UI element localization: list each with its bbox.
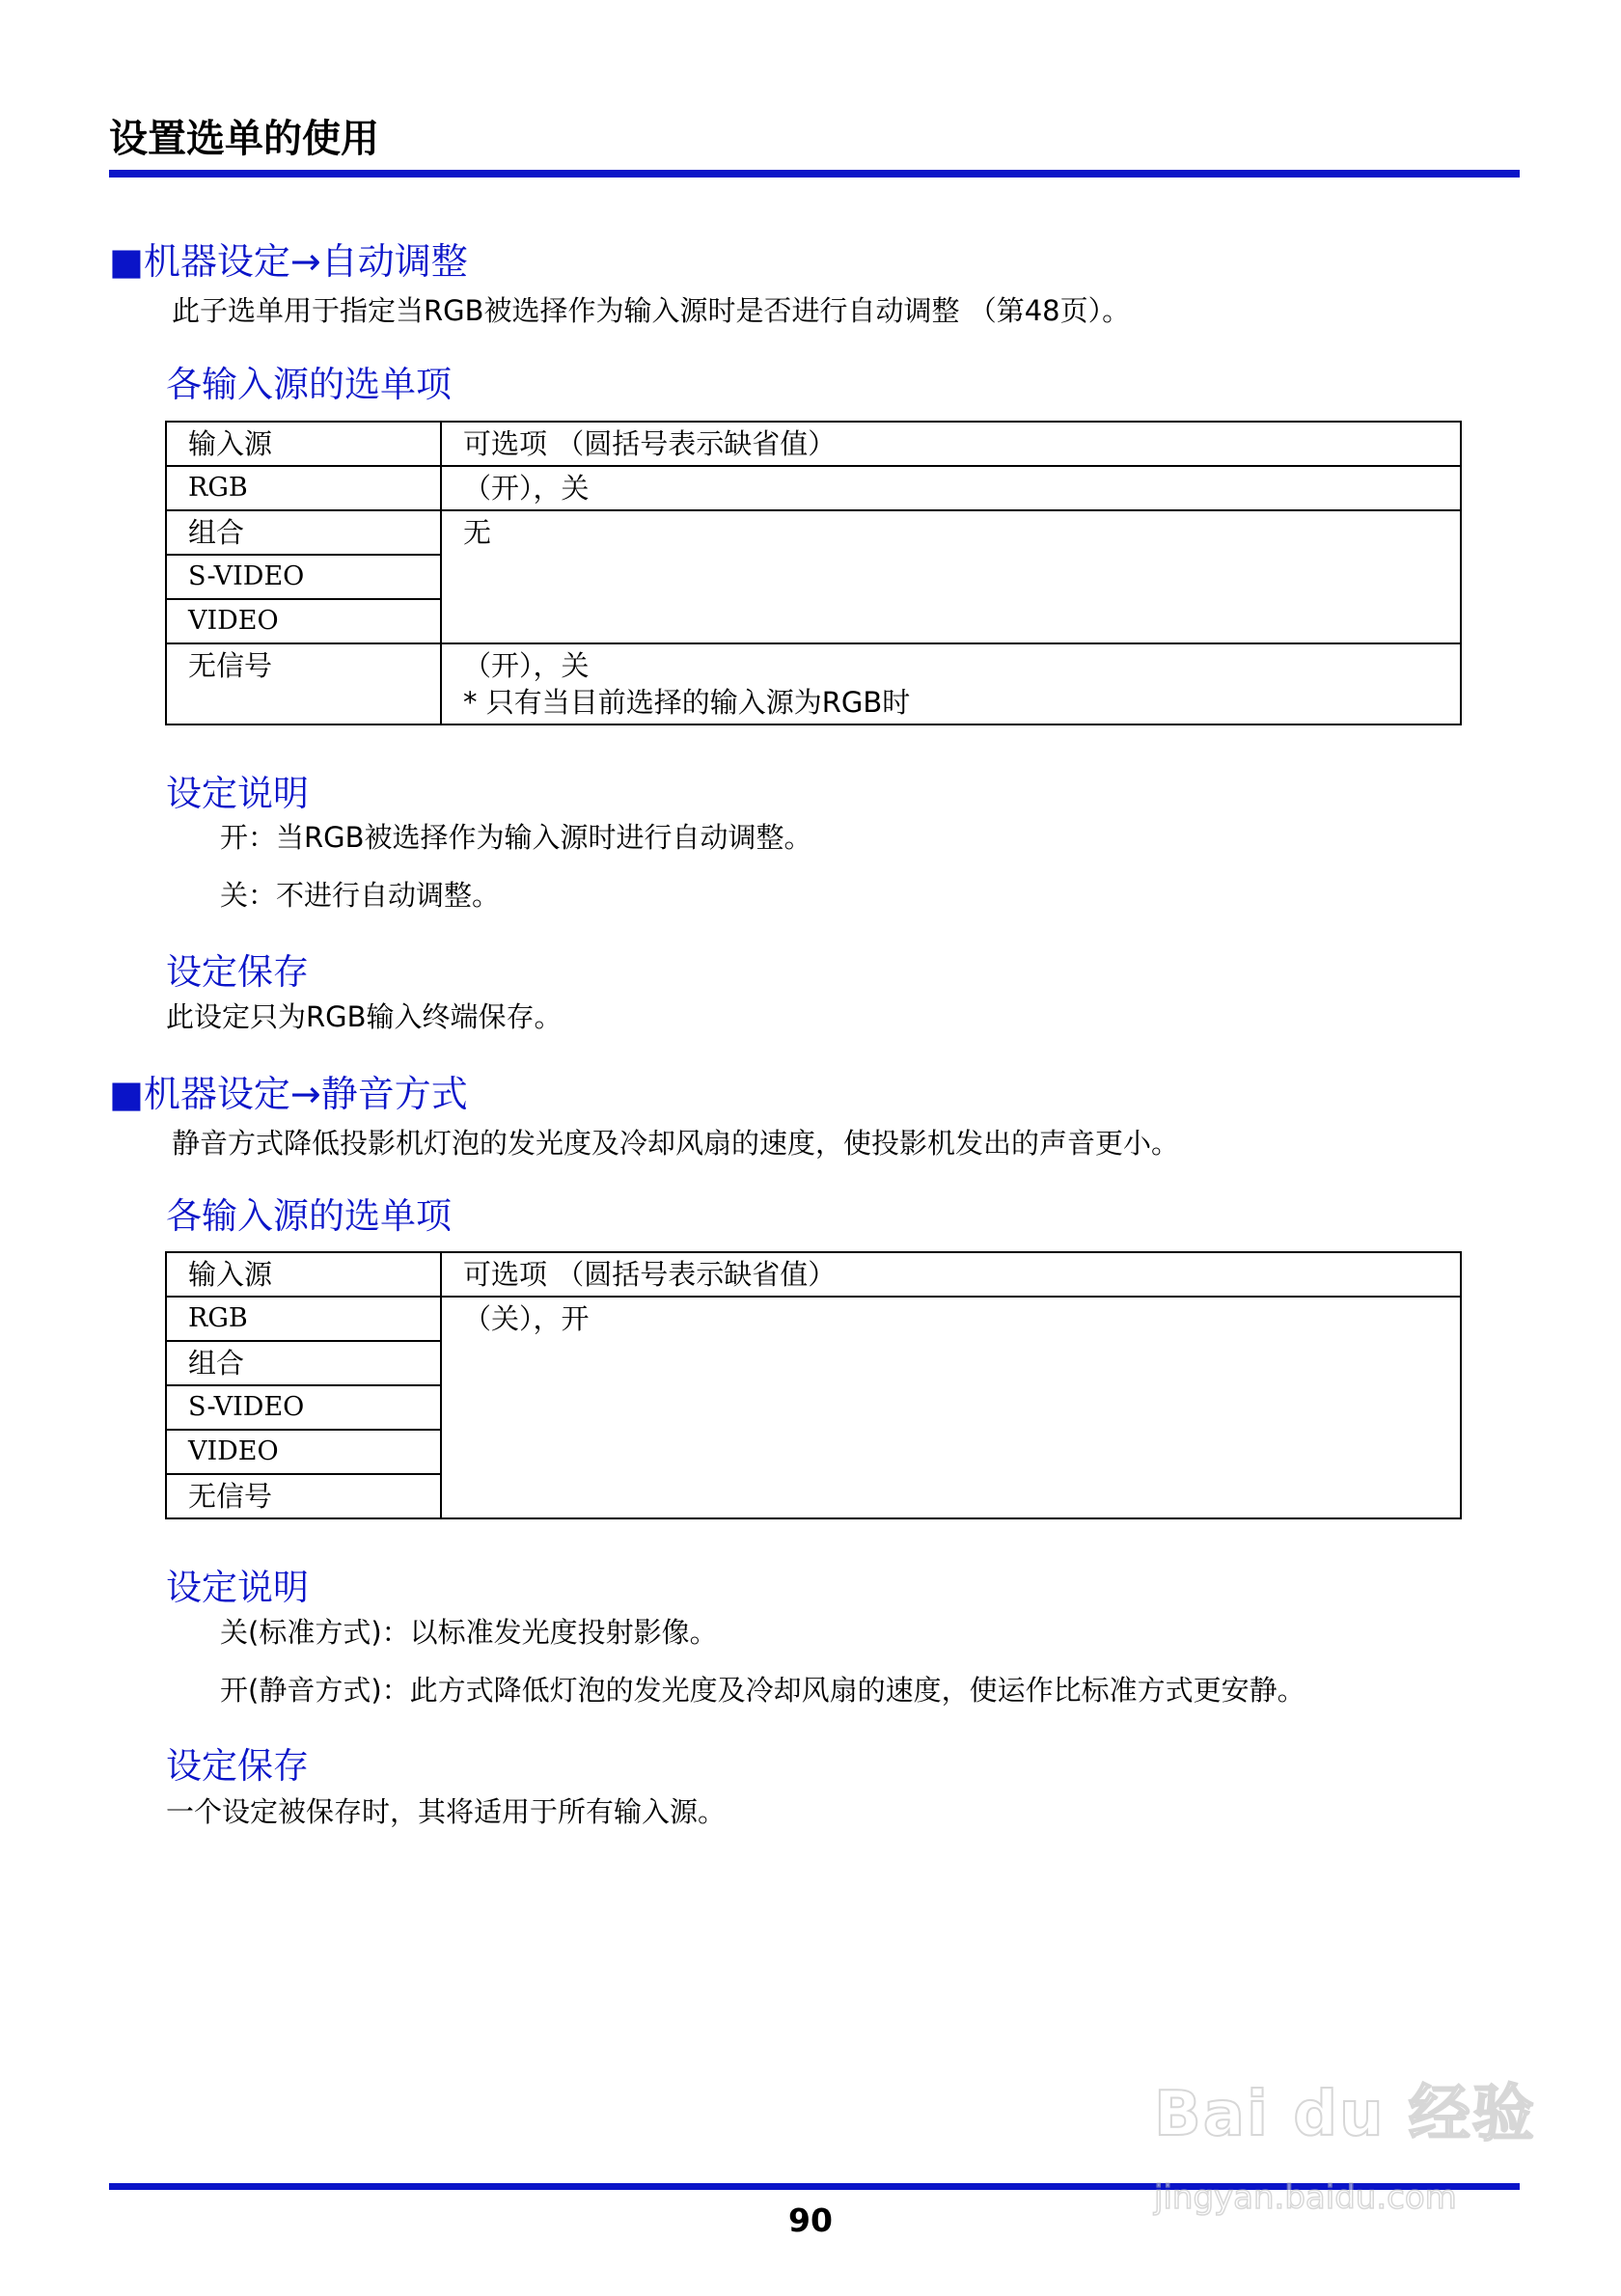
table-header-source: 输入源	[166, 1252, 441, 1297]
watermark-url: jingyan.baidu.com	[1154, 2178, 1457, 2217]
options-note: * 只有当目前选择的输入源为RGB时	[463, 686, 911, 719]
explain-on-text: 开(静音方式)：此方式降低灯泡的发光度及冷却风扇的速度，使运作比标准方式更安静。	[220, 1674, 1305, 1707]
table-header-source: 输入源	[166, 422, 441, 466]
table-cell-source: 组合	[166, 1341, 441, 1385]
table-cell-source: 无信号	[166, 643, 441, 724]
table-header-options: 可选项 （圆括号表示缺省值）	[441, 1252, 1461, 1297]
menu-items-title: 各输入源的选单项	[166, 364, 452, 405]
menu-items-title: 各输入源的选单项	[166, 1195, 452, 1237]
page-header-title: 设置选单的使用	[109, 117, 379, 161]
table-header-options: 可选项 （圆括号表示缺省值）	[441, 422, 1461, 466]
table-cell-options: （关），开	[441, 1297, 1461, 1518]
section-intro: 此子选单用于指定当RGB被选择作为输入源时是否进行自动调整 （第48页）。	[172, 294, 1131, 327]
table-cell-source: S-VIDEO	[166, 555, 441, 599]
table-cell-source: VIDEO	[166, 1430, 441, 1474]
options-value: （开），关	[463, 649, 590, 682]
save-title: 设定保存	[166, 951, 309, 993]
page-number: 90	[788, 2201, 833, 2239]
explain-title: 设定说明	[166, 773, 309, 814]
explain-on-text: 开：当RGB被选择作为输入源时进行自动调整。	[220, 821, 812, 854]
section-title-auto-adjust: ■机器设定→自动调整	[109, 240, 468, 283]
save-text: 此设定只为RGB输入终端保存。	[166, 1000, 563, 1033]
options-table-auto-adjust	[165, 421, 1462, 725]
table-cell-options: 无	[441, 510, 1461, 643]
table-cell-source: VIDEO	[166, 599, 441, 643]
table-header-row	[166, 422, 1461, 466]
section-title-quiet-mode: ■机器设定→静音方式	[109, 1073, 468, 1115]
table-cell-options	[441, 643, 1461, 724]
explain-title: 设定说明	[166, 1567, 309, 1608]
options-table-quiet-mode	[165, 1251, 1462, 1519]
table-row	[166, 466, 1461, 510]
section-intro: 静音方式降低投影机灯泡的发光度及冷却风扇的速度，使投影机发出的声音更小。	[172, 1127, 1180, 1160]
baidu-watermark-logo	[1154, 2064, 1559, 2257]
table-cell-source: 组合	[166, 510, 441, 555]
table-row	[166, 510, 1461, 555]
table-row	[166, 643, 1461, 724]
explain-off-text: 关(标准方式)：以标准发光度投射影像。	[220, 1616, 718, 1649]
table-row	[166, 1297, 1461, 1341]
save-title: 设定保存	[166, 1745, 309, 1787]
table-header-row	[166, 1252, 1461, 1297]
explain-off-text: 关：不进行自动调整。	[220, 879, 501, 912]
save-text: 一个设定被保存时，其将适用于所有输入源。	[166, 1795, 727, 1828]
table-cell-source: 无信号	[166, 1474, 441, 1518]
table-cell-source: S-VIDEO	[166, 1385, 441, 1430]
table-cell-source: RGB	[166, 1297, 441, 1341]
table-cell-options: （开），关	[441, 466, 1461, 510]
watermark-logo-text: Bai du 经验	[1154, 2079, 1536, 2150]
header-rule	[109, 170, 1520, 178]
table-cell-source: RGB	[166, 466, 441, 510]
